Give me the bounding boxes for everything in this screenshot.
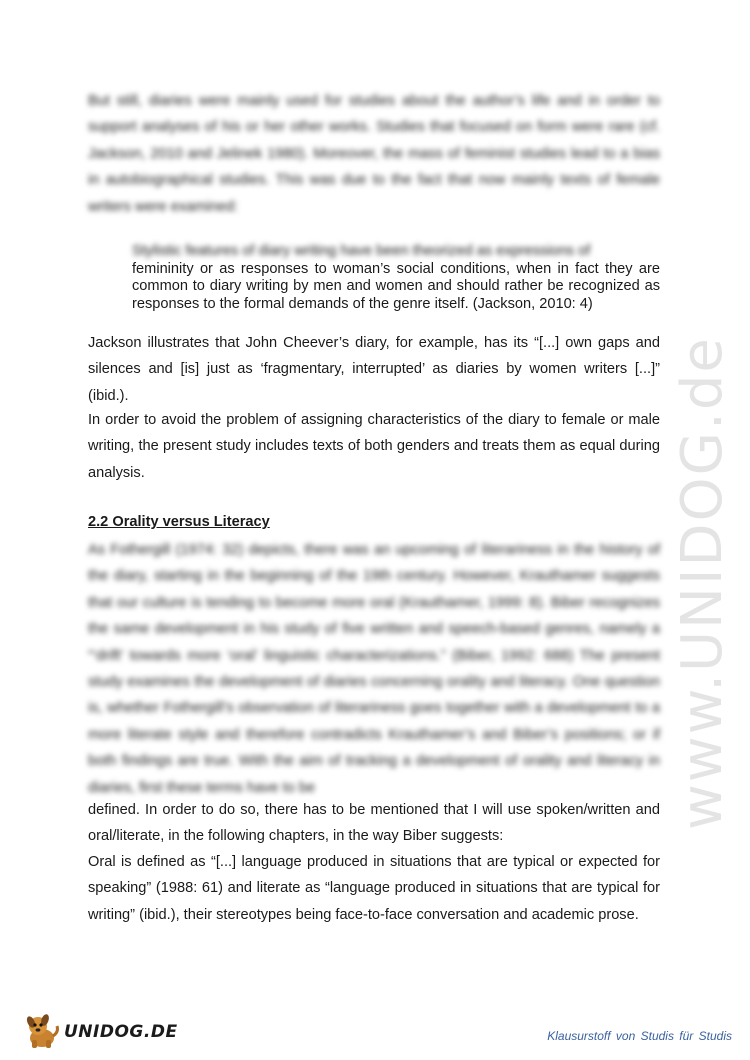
watermark: www.UNIDOG.de (670, 336, 735, 830)
footer-slogan: Klausurstoff von Studis für Studis (547, 1029, 732, 1043)
block-quote (132, 243, 660, 313)
paragraph-oral-definition: Oral is defined as “[...] language produced in situations that are typical or expected for speaking” (1988: 61) and literate as “language produced in situations that are typical for writing” (ibid.), their stereotypes being face-to-face conversation and academic prose. (88, 854, 660, 923)
quote-line-blurred: Stylistic features of diary writing have been theorized as expressions of (132, 243, 591, 259)
paragraph-jackson: Jackson illustrates that John Cheever’s diary, for example, has its “[...] own gaps and silences and [is] just as ‘fragmentary, interrupted’ as diaries by women writers [...]” (ibid.). (88, 335, 660, 404)
paragraph-defined: defined. In order to do so, there has to be mentioned that I will use spoken/written and oral/literate, in the following chapters, in the way Biber suggests: (88, 802, 660, 845)
section-heading: 2.2 Orality versus Literacy (88, 514, 270, 530)
quote-text: femininity or as responses to woman’s social conditions, when in fact they are common to diary writing by men and women and should rather be recognized as responses to the formal demands of the genre itself. (Jackson, 2010: 4) (132, 260, 660, 312)
dog-mascot-icon (22, 1012, 62, 1052)
paragraph-diaries-studies: But still, diaries were mainly used for studies about the author’s life and in order to support analyses of his or her other works. Studies that focused on form were rare (cf. Jackson, 2010 and Jelinek 1980). Moreover, the mass of feminist studies lead to a bias in autobiographical studies. This was due to the fact that now mainly texts of female writers were examined: (88, 93, 660, 215)
unidog-logo[interactable] (22, 1012, 178, 1052)
paragraph-avoid-problem: In order to avoid the problem of assigning characteristics of the diary to female or male writing, the present study includes texts of both genders and treats them as equal during analysis. (88, 412, 660, 481)
paragraph-orality-blurred: As Fothergill (1974: 32) depicts, there was an upcoming of literariness in the history of the diary, starting in the beginning of the 19th century. However, Krauthamer suggests that our culture is tending to become more oral (Krauthamer, 1999: 8). Biber recognizes the same development in his study of five written and speech-based genres, namely a “‘drift’ towards more ‘oral’ linguistic characterizations.” (Biber, 1992: 688) The present study examines the development of diaries concerning orality and literacy. One question is, whether Fothergill’s observation of literariness goes together with a development to a more literate style and therefore contradicts Krauthamer’s and Biber’s positions; or if both findings are true. With the aim of tracking a development of orality and literacy in diaries, first these terms have to be (88, 542, 660, 796)
logo-text: UNIDOG.DE (64, 1022, 178, 1042)
